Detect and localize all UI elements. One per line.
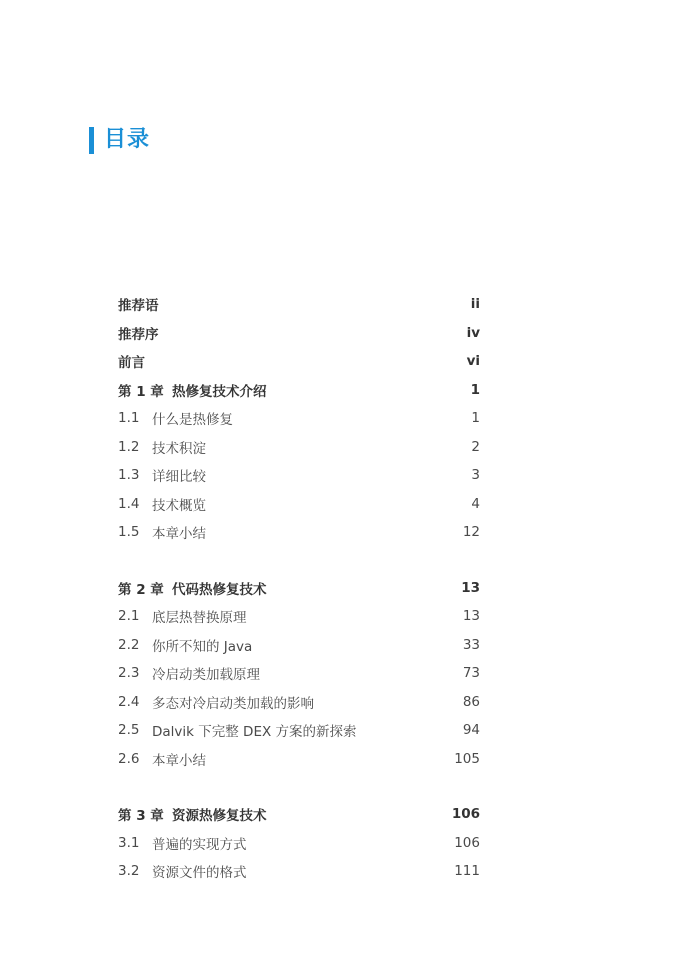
toc-section[interactable] <box>118 518 480 547</box>
toc-section[interactable] <box>118 857 480 886</box>
section-title: 你所不知的 Java <box>152 638 253 655</box>
chapter-title: 代码热修复技术 <box>172 581 267 598</box>
section-number: 1.2 <box>118 438 140 455</box>
toc-entry-front-matter[interactable] <box>118 319 480 348</box>
chapter-spacer <box>118 547 480 574</box>
toc-entry-title: 推荐语 <box>118 298 159 315</box>
toc-entry-front-matter[interactable] <box>118 290 480 319</box>
toc-section[interactable] <box>118 490 480 519</box>
section-title: 技术积淀 <box>152 440 206 457</box>
section-page: 86 <box>462 693 480 710</box>
section-title: 技术概览 <box>152 497 206 514</box>
table-of-contents <box>118 290 480 886</box>
section-title: 什么是热修复 <box>152 412 233 429</box>
section-title: Dalvik 下完整 DEX 方案的新探索 <box>152 724 357 741</box>
section-number: 1.1 <box>118 410 140 427</box>
toc-entry-page: vi <box>466 353 480 370</box>
section-page: 4 <box>471 495 480 512</box>
section-page: 111 <box>454 863 480 880</box>
toc-heading <box>89 125 150 155</box>
toc-section[interactable] <box>118 659 480 688</box>
section-number: 1.4 <box>118 495 140 512</box>
toc-section[interactable] <box>118 433 480 462</box>
chapter-number: 第 2 章 <box>118 581 164 598</box>
section-page: 2 <box>471 438 480 455</box>
toc-section[interactable] <box>118 631 480 660</box>
toc-chapter-2[interactable] <box>118 574 480 603</box>
section-number: 2.4 <box>118 693 140 710</box>
toc-section[interactable] <box>118 716 480 745</box>
toc-entry-page: iv <box>466 324 480 341</box>
toc-chapter-1[interactable] <box>118 376 480 405</box>
toc-entry-front-matter[interactable] <box>118 347 480 376</box>
chapter-page: 1 <box>470 381 480 398</box>
section-number: 2.3 <box>118 665 140 682</box>
section-number: 3.1 <box>118 834 140 851</box>
section-title: 详细比较 <box>152 469 206 486</box>
heading-accent-bar <box>89 127 94 154</box>
chapter-spacer <box>118 773 480 800</box>
section-page: 73 <box>462 665 480 682</box>
section-number: 2.1 <box>118 608 140 625</box>
chapter-title: 热修复技术介绍 <box>172 383 267 400</box>
toc-section[interactable] <box>118 688 480 717</box>
toc-chapter-3[interactable] <box>118 800 480 829</box>
toc-section[interactable] <box>118 602 480 631</box>
section-title: 本章小结 <box>152 752 206 769</box>
toc-entry-page: ii <box>470 296 480 313</box>
section-page: 3 <box>471 467 480 484</box>
chapter-page: 13 <box>461 579 480 596</box>
section-page: 33 <box>462 636 480 653</box>
toc-entry-title: 前言 <box>118 355 145 372</box>
section-page: 13 <box>462 608 480 625</box>
section-page: 94 <box>462 722 480 739</box>
chapter-title: 资源热修复技术 <box>172 808 267 825</box>
section-number: 3.2 <box>118 863 140 880</box>
section-number: 2.2 <box>118 636 140 653</box>
section-number: 1.5 <box>118 524 140 541</box>
toc-section[interactable] <box>118 829 480 858</box>
toc-section[interactable] <box>118 745 480 774</box>
section-page: 1 <box>471 410 480 427</box>
section-title: 冷启动类加载原理 <box>152 667 260 684</box>
section-page: 106 <box>454 834 480 851</box>
page-title: 目录 <box>104 127 151 152</box>
section-title: 本章小结 <box>152 526 206 543</box>
section-page: 12 <box>462 524 480 541</box>
chapter-number: 第 3 章 <box>118 808 164 825</box>
section-title: 普遍的实现方式 <box>152 836 247 853</box>
section-title: 多态对冷启动类加载的影响 <box>152 695 314 712</box>
section-number: 2.5 <box>118 722 140 739</box>
toc-entry-title: 推荐序 <box>118 326 159 343</box>
chapter-number: 第 1 章 <box>118 383 164 400</box>
section-title: 资源文件的格式 <box>152 865 247 882</box>
section-number: 2.6 <box>118 750 140 767</box>
section-title: 底层热替换原理 <box>152 610 247 627</box>
section-page: 105 <box>454 750 480 767</box>
section-number: 1.3 <box>118 467 140 484</box>
toc-section[interactable] <box>118 404 480 433</box>
chapter-page: 106 <box>451 806 480 823</box>
toc-section[interactable] <box>118 461 480 490</box>
